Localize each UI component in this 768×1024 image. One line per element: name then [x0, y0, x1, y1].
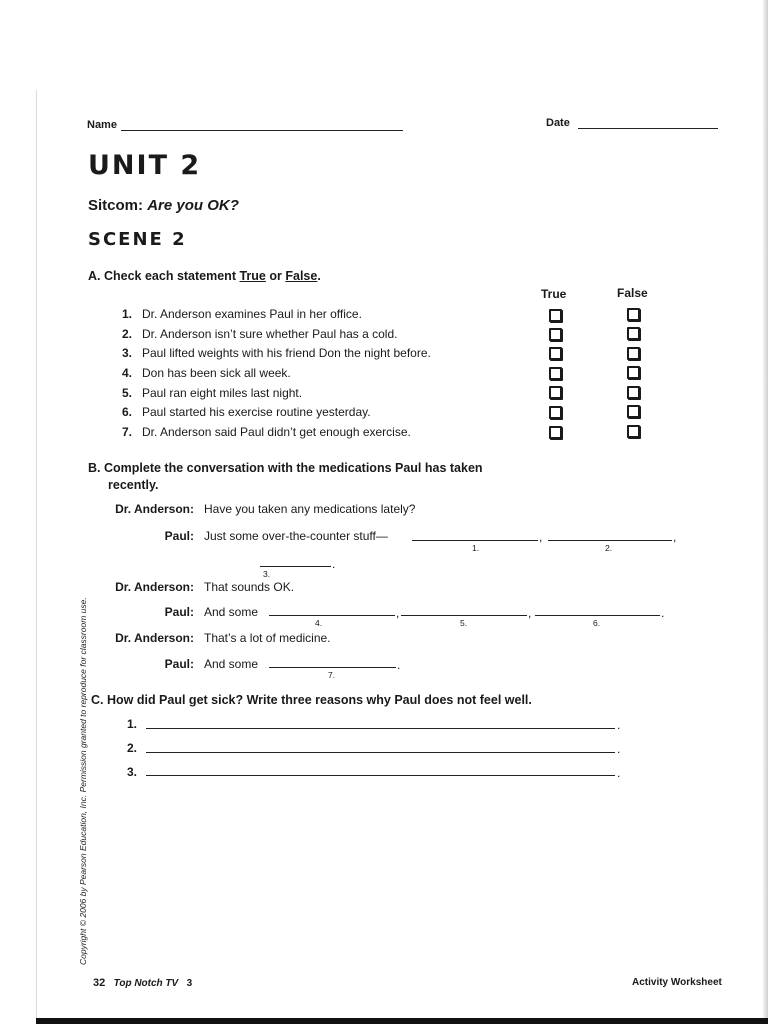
statement-text: Paul started his exercise routine yesterday. [142, 405, 371, 419]
true-checkbox-2[interactable] [549, 328, 562, 341]
speaker-dr-anderson: Dr. Anderson: [115, 580, 194, 594]
section-c-instruction: How did Paul get sick? Write three reasons why Paul does not feel well. [106, 693, 532, 707]
footer-right: Activity Worksheet [632, 977, 722, 988]
statement-row [122, 386, 302, 400]
section-b-instruction-line2: recently. [108, 478, 159, 492]
statement-number: 4. [122, 366, 133, 380]
medication-blank-5[interactable] [401, 615, 527, 616]
statement-text: Dr. Anderson examines Paul in her office. [142, 307, 362, 321]
page-edge-right [763, 0, 768, 1024]
statement-text: Dr. Anderson isn’t sure whether Paul has a cold. [142, 327, 398, 341]
copyright-notice: Copyright © 2006 by Pearson Education, Inc. Permission granted to reproduce for classroom use. [78, 597, 88, 965]
dialogue-text: And some [204, 605, 259, 619]
reason-blank-3[interactable] [146, 775, 615, 776]
medication-blank-2[interactable] [548, 540, 672, 541]
name-label: Name [87, 119, 117, 131]
period: . [617, 742, 621, 756]
medication-blank-3[interactable] [260, 566, 331, 567]
book-level: 3 [186, 978, 193, 989]
speaker-paul: Paul: [164, 529, 194, 543]
section-a-instruction-false: False [285, 269, 318, 283]
statement-row [122, 307, 362, 321]
statement-number: 7. [122, 425, 133, 439]
page-edge-bottom [36, 1018, 768, 1024]
medication-blank-6[interactable] [535, 615, 660, 616]
true-checkbox-6[interactable] [549, 406, 562, 419]
section-a-instruction-true: True [239, 269, 266, 283]
unit-title: UNIT 2 [88, 150, 202, 181]
statement-row [122, 327, 397, 341]
true-column-header: True [541, 287, 567, 301]
dialogue-text: And some [204, 657, 259, 671]
sitcom-heading [88, 197, 239, 214]
section-a-letter: A. [88, 269, 101, 283]
scene-title: SCENE 2 [88, 229, 187, 250]
speaker-paul: Paul: [164, 657, 194, 671]
blank-number-7: 7. [328, 670, 336, 680]
statement-row [122, 405, 371, 419]
book-title: Top Notch TV [113, 978, 179, 989]
statement-number: 2. [122, 327, 133, 341]
speaker-dr-anderson: Dr. Anderson: [115, 502, 194, 516]
medication-blank-7[interactable] [269, 667, 396, 668]
true-checkbox-3[interactable] [549, 347, 562, 360]
comma: , [396, 606, 400, 620]
page-number: 32 [93, 977, 106, 989]
section-b-instruction-line1: Complete the conversation with the medications Paul has taken [103, 461, 483, 475]
statement-number: 1. [122, 307, 133, 321]
statement-row [122, 346, 431, 360]
false-column-header: False [617, 286, 648, 300]
statement-row [122, 425, 411, 439]
date-blank[interactable] [578, 128, 718, 129]
dialogue-text: Have you taken any medications lately? [204, 502, 416, 516]
medication-blank-4[interactable] [269, 615, 395, 616]
false-checkbox-4[interactable] [627, 366, 640, 379]
speaker-paul: Paul: [164, 605, 194, 619]
reason-blank-1[interactable] [146, 728, 615, 729]
statement-text: Paul ran eight miles last night. [142, 386, 303, 400]
period: . [661, 606, 665, 620]
false-checkbox-7[interactable] [627, 425, 640, 438]
sitcom-label: Sitcom: [88, 197, 144, 214]
blank-number-4: 4. [315, 618, 323, 628]
false-checkbox-2[interactable] [627, 327, 640, 340]
section-c-letter: C. [91, 693, 104, 707]
section-a-instruction-pre: Check each statement [103, 269, 236, 283]
false-checkbox-6[interactable] [627, 405, 640, 418]
sitcom-episode-title: Are you OK? [147, 197, 239, 214]
name-blank[interactable] [121, 130, 403, 131]
false-checkbox-5[interactable] [627, 386, 640, 399]
reason-number-2: 2. [127, 741, 138, 755]
footer-left [93, 977, 192, 989]
statement-text: Don has been sick all week. [142, 366, 291, 380]
statement-row [122, 366, 291, 380]
period: . [617, 766, 621, 780]
dialogue-text: That sounds OK. [204, 580, 295, 594]
comma: , [528, 606, 532, 620]
statement-text: Paul lifted weights with his friend Don the night before. [142, 346, 431, 360]
section-a-instruction-or: or [269, 269, 282, 283]
date-label: Date [546, 117, 570, 129]
true-checkbox-4[interactable] [549, 367, 562, 380]
comma: , [673, 530, 677, 544]
false-checkbox-1[interactable] [627, 308, 640, 321]
blank-number-3: 3. [263, 569, 271, 579]
blank-number-1: 1. [472, 543, 480, 553]
blank-number-2: 2. [605, 543, 613, 553]
reason-number-3: 3. [127, 765, 138, 779]
period: . [617, 718, 621, 732]
true-checkbox-5[interactable] [549, 386, 562, 399]
comma: , [539, 530, 543, 544]
section-b-letter: B. [88, 461, 101, 475]
blank-number-5: 5. [460, 618, 468, 628]
dialogue-text: Just some over-the-counter stuff— [204, 529, 388, 543]
period: . [397, 658, 401, 672]
section-a-heading: A. Check each statement True or False. [88, 269, 321, 283]
false-checkbox-3[interactable] [627, 347, 640, 360]
section-c-heading [91, 692, 532, 709]
true-checkbox-7[interactable] [549, 426, 562, 439]
reason-number-1: 1. [127, 717, 138, 731]
period: . [332, 557, 336, 571]
reason-blank-2[interactable] [146, 752, 615, 753]
page-edge-left [36, 90, 37, 1024]
true-checkbox-1[interactable] [549, 309, 562, 322]
section-b-heading [88, 460, 528, 477]
statement-number: 5. [122, 386, 133, 400]
statement-number: 3. [122, 346, 133, 360]
blank-number-6: 6. [593, 618, 601, 628]
statement-number: 6. [122, 405, 133, 419]
medication-blank-1[interactable] [412, 540, 538, 541]
statement-text: Dr. Anderson said Paul didn’t get enough exercise. [142, 425, 411, 439]
dialogue-text: That’s a lot of medicine. [204, 631, 331, 645]
speaker-dr-anderson: Dr. Anderson: [115, 631, 194, 645]
